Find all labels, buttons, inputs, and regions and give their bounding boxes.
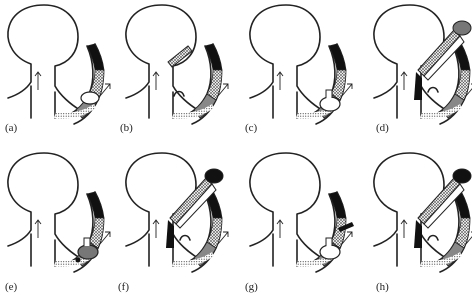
panel-group bbox=[8, 153, 110, 272]
anchored-particle bbox=[78, 245, 98, 259]
panel-group bbox=[126, 153, 228, 272]
panel-f-label: (f) bbox=[118, 281, 129, 293]
cell-outline bbox=[126, 5, 198, 118]
panel-g bbox=[236, 148, 354, 295]
panel-group bbox=[374, 153, 472, 272]
panel-group bbox=[8, 5, 110, 124]
neck-arrow-icon bbox=[277, 220, 283, 238]
protrusion-hook bbox=[428, 88, 438, 93]
panel-a-label: (a) bbox=[5, 122, 18, 134]
panel-d-drawing bbox=[354, 0, 472, 147]
free-particle bbox=[81, 92, 99, 104]
panel-group bbox=[374, 5, 472, 124]
panel-e-label: (e) bbox=[5, 281, 18, 293]
anchored-particle bbox=[320, 97, 340, 111]
cell-outline bbox=[8, 153, 80, 266]
neck-arrow-icon bbox=[153, 72, 159, 90]
neck-arrow-icon bbox=[35, 72, 41, 90]
band-dark-segment bbox=[329, 44, 346, 70]
panel-g-label: (g) bbox=[245, 281, 258, 293]
protrusion-hook bbox=[180, 236, 190, 241]
panel-h bbox=[354, 148, 472, 295]
panel-h-drawing bbox=[354, 148, 472, 295]
panel-group bbox=[250, 5, 352, 124]
band-dark-segment bbox=[205, 44, 222, 70]
panel-group bbox=[126, 5, 228, 124]
dark-dot bbox=[76, 258, 81, 263]
anchored-particle bbox=[320, 245, 340, 259]
anchor-stalk bbox=[84, 238, 90, 246]
protrusion-head bbox=[453, 21, 471, 35]
anchor-stalk bbox=[326, 238, 332, 246]
cell-outline bbox=[8, 5, 80, 118]
panel-e bbox=[0, 148, 118, 295]
panel-a bbox=[0, 0, 118, 147]
neck-arrow-icon bbox=[401, 72, 407, 90]
panel-b-label: (b) bbox=[120, 122, 133, 134]
neck-arrow-icon bbox=[153, 220, 159, 238]
panel-a-drawing bbox=[0, 0, 118, 147]
band-dark-segment bbox=[329, 192, 346, 218]
panel-b-drawing bbox=[118, 0, 236, 147]
neck-arrow-icon bbox=[35, 220, 41, 238]
cell-outline bbox=[250, 153, 322, 266]
panel-h-label: (h) bbox=[376, 281, 389, 293]
neck-arrow-icon bbox=[401, 220, 407, 238]
panel-d bbox=[354, 0, 472, 147]
panel-group bbox=[250, 153, 354, 272]
panel-b bbox=[118, 0, 236, 147]
panel-c bbox=[236, 0, 354, 147]
protrusion-head bbox=[205, 169, 223, 183]
protrusion-hook bbox=[428, 236, 438, 241]
neck-arrow-icon bbox=[277, 72, 283, 90]
band-dark-segment bbox=[87, 192, 104, 218]
panel-c-label: (c) bbox=[245, 122, 258, 134]
panel-e-drawing bbox=[0, 148, 118, 295]
cell-outline bbox=[250, 5, 322, 118]
panel-f-drawing bbox=[118, 148, 236, 295]
protrusion-head bbox=[453, 169, 471, 183]
panel-d-label: (d) bbox=[376, 122, 389, 134]
band-dark-segment bbox=[87, 44, 104, 70]
panel-g-drawing bbox=[236, 148, 354, 295]
panel-f bbox=[118, 148, 236, 295]
anchor-stalk bbox=[326, 90, 332, 98]
